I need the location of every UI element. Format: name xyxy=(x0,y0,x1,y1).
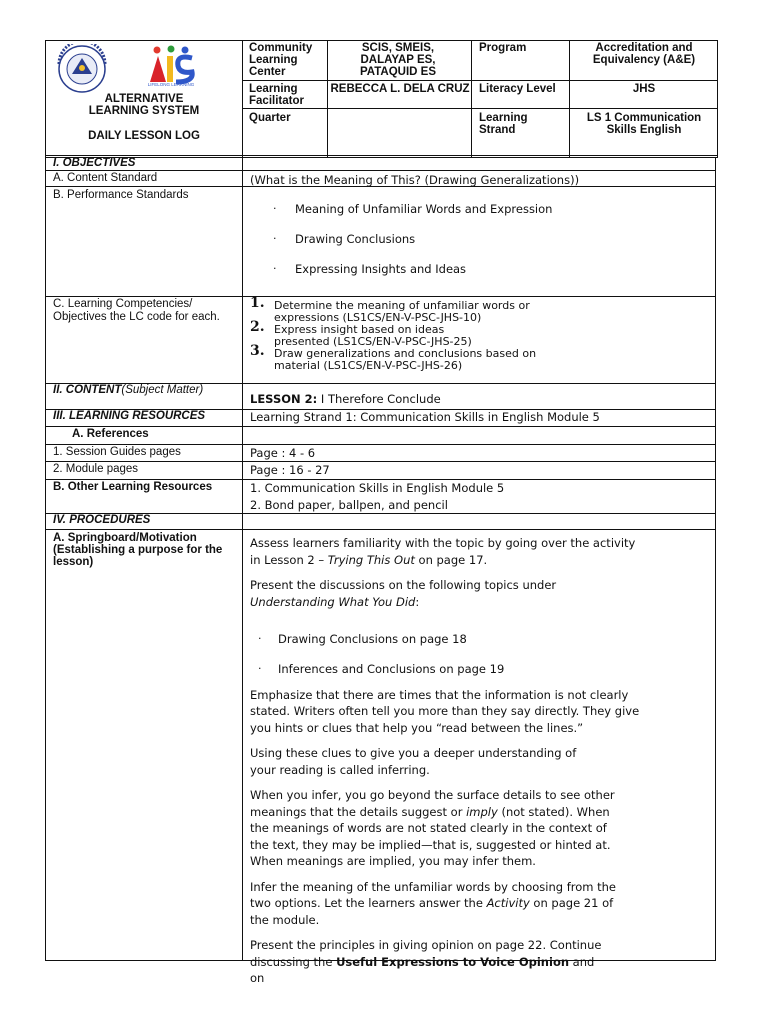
learning-strand-label: Learning Strand xyxy=(479,112,528,136)
list-item: · Drawing Conclusions on page 18 xyxy=(258,632,467,646)
learning-strand-value: LS 1 Communication Skills English xyxy=(586,112,702,136)
competencies-list xyxy=(250,295,564,372)
literacy-level-value: JHS xyxy=(632,83,656,95)
list-item: 1. Determine the meaning of unfamiliar words or expressions (LS1CS/EN-V-PSC-JHS-10) xyxy=(250,295,530,324)
objectives-heading: I. OBJECTIVES xyxy=(53,157,136,169)
list-item: 1. Communication Skills in English Module 5 xyxy=(250,481,505,495)
performance-standards-label: B. Performance Standards xyxy=(53,189,189,201)
deped-seal-logo xyxy=(50,44,114,94)
module-pages-value: Page : 16 - 27 xyxy=(250,463,330,477)
facilitator-value: REBECCA L. DELA CRUZ xyxy=(330,83,470,95)
topics-list xyxy=(250,631,650,678)
community-center-label: Community Learning Center xyxy=(249,42,313,78)
literacy-level-label: Literacy Level xyxy=(479,83,556,95)
other-resources-label: B. Other Learning Resources xyxy=(53,481,213,493)
list-item: 2. Express insight based on ideas presented (LS1CS/EN-V-PSC-JHS-25) xyxy=(250,319,472,348)
list-item: · Meaning of Unfamiliar Words and Expression xyxy=(273,202,553,216)
session-guides-label: 1. Session Guides pages xyxy=(53,446,181,458)
list-item: · Expressing Insights and Ideas xyxy=(273,262,467,276)
content-standard-label: A. Content Standard xyxy=(53,172,158,184)
paragraph: Using these clues to give you a deeper understanding of your reading is called inferring. xyxy=(250,746,577,777)
learning-resources-value: Learning Strand 1: Communication Skills in English Module 5 xyxy=(250,410,600,424)
program-value: Accreditation and Equivalency (A&E) xyxy=(592,42,696,66)
procedures-content xyxy=(250,535,650,987)
als-logo xyxy=(146,44,196,90)
list-item: 2. Bond paper, ballpen, and pencil xyxy=(250,497,448,512)
references-label: A. References xyxy=(72,428,149,440)
daily-lesson-log-title: DAILY LESSON LOG xyxy=(88,130,200,142)
paragraph: Assess learners familiarity with the topic by going over the activity in Lesson 2 – Trying This Out on page 17. xyxy=(250,536,636,567)
content-standard-value: (What is the Meaning of This? (Drawing Generalizations)) xyxy=(250,173,580,187)
paragraph: When you infer, you go beyond the surface details to see other meanings that the details suggest or imply (not stated). When the meanings of words are not stated clearly in the context of the text, they may be implied—that is, suggested or hinted at. When meanings are implied, you may infer them. xyxy=(250,788,615,868)
list-item: 3. Draw generalizations and conclusions based on material (LS1CS/EN-V-PSC-JHS-26) xyxy=(250,343,537,372)
program-label: Program xyxy=(479,42,527,54)
session-guides-value: Page : 4 - 6 xyxy=(250,446,316,460)
paragraph: Infer the meaning of the unfamiliar words by choosing from the two options. Let the learners answer the Activity on page 21 of the module. xyxy=(250,879,617,927)
paragraph: Present the discussions on the following topics under Understanding What You Did: xyxy=(250,578,557,609)
learning-resources-heading: III. LEARNING RESOURCES xyxy=(53,410,206,422)
paragraph: Emphasize that there are times that the information is not clearly stated. Writers often tell you more than they say directly. They give you hints or clues that help you “read between the lines.” xyxy=(250,687,640,735)
competencies-label: C. Learning Competencies/ Objectives the LC code for each. xyxy=(53,298,220,323)
paragraph: Present the principles in giving opinion on page 22. Continue discussing the Useful Expressions to Voice Opinion and on xyxy=(250,938,602,985)
list-item: · Inferences and Conclusions on page 19 xyxy=(258,662,505,676)
procedures-heading: IV. PROCEDURES xyxy=(53,514,151,526)
facilitator-label: Learning Facilitator xyxy=(249,83,304,107)
other-resources-list xyxy=(250,480,504,513)
list-item: · Drawing Conclusions xyxy=(273,232,416,246)
springboard-label: A. Springboard/Motivation (Establishing a purpose for the lesson) xyxy=(53,532,223,568)
content-heading: II. CONTENT(Subject Matter) xyxy=(53,384,204,396)
als-logo-text: LIFELONG LEARNING xyxy=(147,82,195,87)
quarter-label: Quarter xyxy=(249,112,291,124)
system-title-line2: LEARNING SYSTEM xyxy=(88,105,200,117)
community-center-value: SCIS, SMEIS, DALAYAP ES, PATAQUID ES xyxy=(359,42,437,78)
system-title-line1: ALTERNATIVE xyxy=(104,93,184,105)
performance-standards-list xyxy=(273,201,705,278)
lesson-title: LESSON 2: I Therefore Conclude xyxy=(250,392,441,406)
module-pages-label: 2. Module pages xyxy=(53,463,139,475)
